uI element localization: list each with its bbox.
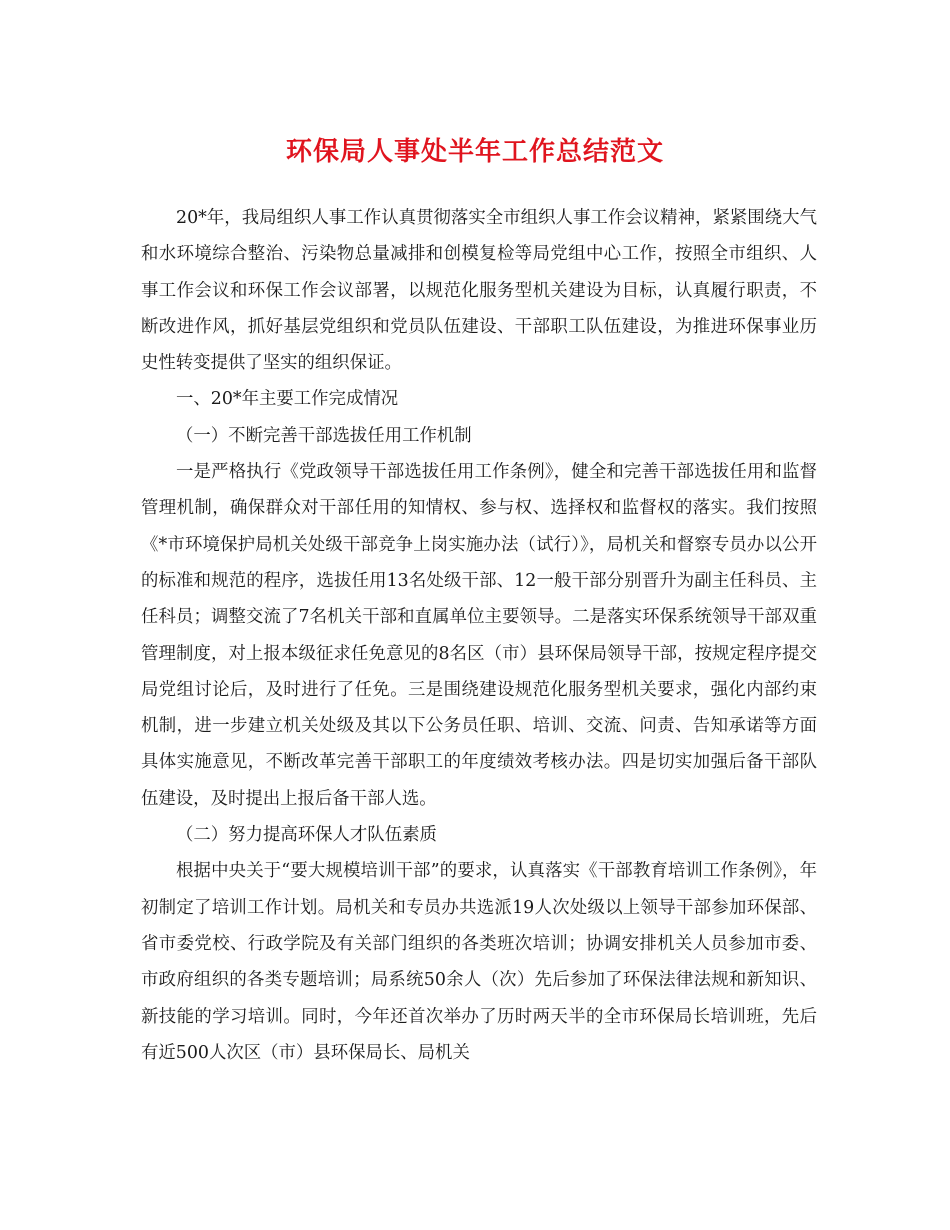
section-heading-1: 一、20*年主要工作完成情况 xyxy=(176,389,399,410)
subsection-heading-1: （一）不断完善干部选拔任用工作机制 xyxy=(176,425,472,446)
paragraph-cadre-selection: 一是严格执行《党政领导干部选拔任用工作条例》，健全和完善干部选拔任用和监督管理机制，确保群众对干部任用的知情权、参与权、选择权和监督权的落实。我们按照《*市环境保护局机关处级干部竞争上岗实施办法（试行）》，局机关和督察专员办以公开的标准和规范的程序，选拔任用13名处级干部、12一般干部分别晋升为副主任科员、主任科员；调整交流了7名机关干部和直属单位主要领导。二是落实环保系统领导干部双重管理制度，对上报本级征求任免意见的8名区（市）县环保局领导干部，按规定程序提交局党组讨论后，及时进行了任免。三是围绕建设规范化服务型机关要求，强化内部约束机制，进一步建立机关处级及其以下公务员任职、培训、交流、问责、告知承诺等方面具体实施意见，不断改革完善干部职工的年度绩效考核办法。四是切实加强后备干部队伍建设，及时提出上报后备干部人选。 xyxy=(141,462,817,809)
document-body xyxy=(141,200,817,1071)
paragraph-training: 根据中央关于“要大规模培训干部”的要求，认真落实《干部教育培训工作条例》，年初制定了培训工作计划。局机关和专员办共选派19人次处级以上领导干部参加环保部、省市委党校、行政学院及有关部门组织的各类班次培训；协调安排机关人员参加市委、市政府组织的各类专题培训；局系统50余人（次）先后参加了环保法律法规和新知识、新技能的学习培训。同时，今年还首次举办了历时两天半的全市环保局长培训班，先后有近500人次区（市）县环保局长、局机关 xyxy=(141,861,817,1063)
paragraph-intro: 20*年，我局组织人事工作认真贯彻落实全市组织人事工作会议精神，紧紧围绕大气和水环境综合整治、污染物总量减排和创模复检等局党组中心工作，按照全市组织、人事工作会议和环保工作会议部署，以规范化服务型机关建设为目标，认真履行职责，不断改进作风，抓好基层党组织和党员队伍建设、干部职工队伍建设，为推进环保事业历史性转变提供了坚实的组织保证。 xyxy=(141,208,817,374)
subsection-heading-2: （二）努力提高环保人才队伍素质 xyxy=(176,825,437,846)
document-title: 环保局人事处半年工作总结范文 xyxy=(285,137,664,167)
